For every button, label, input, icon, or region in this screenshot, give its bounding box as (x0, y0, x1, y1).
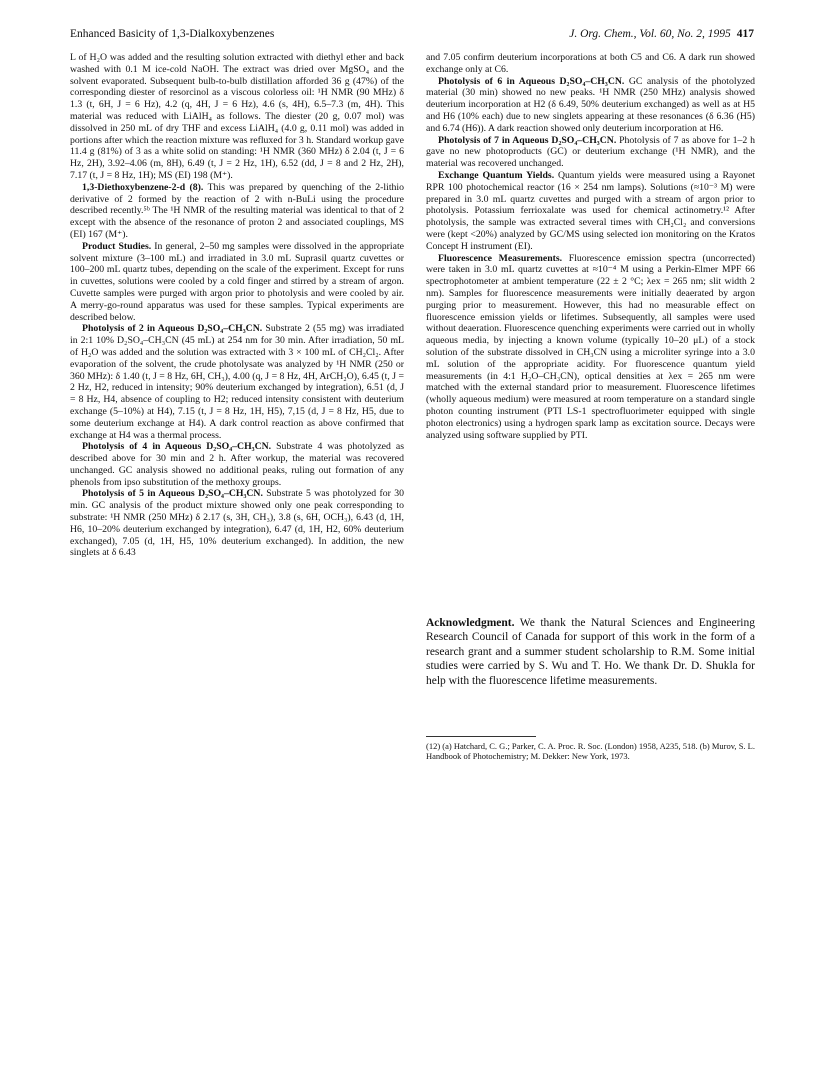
heading-photolysis-6: Photolysis of 6 in Aqueous D₂SO₄–CH₃CN. (438, 75, 625, 87)
heading-photolysis-2: Photolysis of 2 in Aqueous D₂SO₄–CH₃CN. (82, 323, 263, 335)
body-product-studies: In general, 2–50 mg samples were dissolved in the appropriate solvent mixture (3–100 mL) and irradiated in 3.0 mL Suprasil quartz cuvettes or 100–200 mL quartz tubes, depending on the scale of the experiment. Except for runs in cuvettes, solutions were cooled by a cold finger and stirred by a stream of argon. Cuvette samples were purged with argon prior to photolysis and were cooled by air. A merry-go-round apparatus was used for these samples. Typical experiments are described below. (70, 240, 404, 323)
left-column (70, 52, 404, 559)
right-column (426, 52, 755, 441)
paragraph-photolysis-7 (426, 135, 755, 170)
paragraph-fluorescence (426, 253, 755, 442)
body-photolysis-6: GC analysis of the photolyzed material (30 min) showed no new peaks. ¹H NMR (250 MHz) analysis showed deuterium incorporation at H2 (δ 6.49, 50% deuterium exchanged) as well as at H5 and H6 (10% each) due to new singlets appearing at these resonances (δ 6.36 (H5) and 6.74 (H6)). A dark reaction showed only deuterium incorporation at H6. (426, 75, 755, 134)
body-photolysis-4: Substrate 4 was photolyzed as described above for 30 min and 2 h. After workup, the material was recovered unchanged. GC analysis showed no additional peaks, ruling out formation of any phenols from ipso substitution of the methoxy groups. (70, 441, 404, 488)
heading-diethoxybenzene-2d: 1,3-Diethoxybenzene-2-d (8). (82, 181, 204, 193)
body-photolysis-7: Photolysis of 7 as above for 1–2 h gave no new photoproducts (GC) or deuterium exchange (¹H NMR), and the material was recovered unchanged. (426, 134, 755, 170)
paragraph-diester-reduction: L of H₂O was added and the resulting solution extracted with diethyl ether and back washed with 0.1 M ice-cold NaOH. The extract was dried over MgSO₄ and the solvent evaporated. Subsequent bulb-to-bulb distillation afforded 36 g (47%) of the corresponding diester of resorcinol as a viscous colorless oil: ¹H NMR (90 MHz) δ 1.3 (t, 6H, J = 6 Hz), 4.2 (q, 4H, J = 6 Hz), 4.6 (s, 4H), 6.5–7.3 (m, 4H). This material was reduced with LiAlH₄ as follows. The diester (20 g, 0.07 mol) was dissolved in 250 mL of dry THF and excess LiAlH₄ (4.0 g, 0.11 mol) was added in portions after which the reaction mixture was refluxed for 3 h. Standard workup gave 11.4 g (81%) of 3 as a white solid on standing: ¹H NMR (360 MHz) δ 2.04 (t, J = 6 Hz, 2H), 3.92–4.06 (m, 8H), 6.49 (t, J = 2 Hz, 1H), 6.52 (dd, J = 8 and 2 Hz, 2H), 7.17 (t, J = 8 Hz, 1H); MS (EI) 198 (M⁺). (70, 52, 404, 181)
heading-photolysis-4: Photolysis of 4 in Aqueous D₂SO₄–CH₃CN. (82, 441, 272, 453)
footnote-rule (426, 736, 536, 737)
paragraph-dark-run: and 7.05 confirm deuterium incorporations at both C5 and C6. A dark run showed exchange only at C6. (426, 52, 755, 75)
paragraph-photolysis-5 (70, 488, 404, 559)
paragraph-photolysis-2 (70, 323, 404, 441)
heading-product-studies: Product Studies. (82, 240, 152, 252)
footnote-12: (12) (a) Hatchard, C. G.; Parker, C. A. Proc. R. Soc. (London) 1958, A235, 518. (b) Murov, S. L. Handbook of Photochemistry; M. Dekker: New York, 1973. (426, 741, 755, 762)
footnote (426, 741, 755, 762)
acknowledgment-body: We thank the Natural Sciences and Engineering Research Council of Canada for support of this work in the form of a research grant and a summer student scholarship to R.M. Some initial studies were carried by S. Wu and T. Ho. We thank Dr. D. Shukla for help with the fluorescence lifetime measurements. (426, 617, 755, 687)
heading-fluorescence: Fluorescence Measurements. (438, 252, 563, 264)
body-photolysis-5: Substrate 5 was photolyzed for 30 min. GC analysis of the product mixture showed only one peak corresponding to substrate: ¹H NMR (250 MHz) δ 2.17 (s, 3H, CH₃), 3.8 (s, 6H, OCH₃), 6.43 (d, 1H, H6, 10–20% deuterium exchanged by integration), 6.47 (d, 1H, H2, 60% deuterium exchanged), 7.05 (d, 1H, H5, 10% deuterium exchanged). In addition, the new singlets at δ 6.43 (70, 488, 404, 559)
heading-quantum-yields: Exchange Quantum Yields. (438, 169, 555, 181)
body-quantum-yields: Quantum yields were measured using a Rayonet RPR 100 photochemical reactor (16 × 254 nm lamps). Solutions (≈10⁻³ M) were prepared in 3.0 mL quartz cuvettes and purged with a stream of argon prior to photolysis. Potassium ferrioxalate was used for chemical actinometry.¹² After photolysis, the sample was extracted several times with CH₂Cl₂ and conversions were (kept <20%) analyzed by GC/MS using selected ion monitoring on the Kratos Concept H instrument (EI). (426, 169, 755, 252)
journal-citation: J. Org. Chem., Vol. 60, No. 2, 1995 (569, 28, 731, 40)
acknowledgment-heading: Acknowledgment. (426, 617, 515, 629)
heading-photolysis-7: Photolysis of 7 in Aqueous D₂SO₄–CH₃CN. (438, 134, 617, 146)
paragraph-product-studies (70, 241, 404, 324)
paragraph-photolysis-4 (70, 441, 404, 488)
journal-citation-header (569, 28, 754, 40)
heading-photolysis-5: Photolysis of 5 in Aqueous D₂SO₄–CH₃CN. (82, 488, 263, 500)
body-diethoxybenzene-2d: This was prepared by quenching of the 2-lithio derivative of 2 formed by the reaction of 2 with n-BuLi using the procedure described recently.⁵ᵇ The ¹H NMR of the resulting material was identical to that of 2 except with the absence of the resonance of proton 2 and associated couplings, MS (EI) 167 (M⁺). (70, 181, 404, 240)
running-title: Enhanced Basicity of 1,3-Dialkoxybenzenes (70, 28, 275, 40)
body-photolysis-2: Substrate 2 (55 mg) was irradiated in 2:1 10% D₂SO₄–CH₃CN (45 mL) at 254 nm for 30 min. After irradiation, 50 mL of H₂O was added and the solution was extracted with 3 × 100 mL of CH₂Cl₂. After evaporation of the solvent, the crude photolysate was analyzed by ¹H NMR (250 or 360 MHz): δ 1.40 (t, J = 8 Hz, 6H, CH₃), 4.00 (q, J = 8 Hz, 4H, ArCH₂O), 6.45 (t, J = 2 Hz, H2, reduced in intensity; 90% deuterium exchanged by integration), 6.51 (d, J = 8 Hz, H4, absence of coupling to H2; reduced intensity consistent with deuterium exchange (5–10%) at H4), 7.15 (t, J = 8 Hz, 1H, H5), 7,15 (d, J = 8 Hz, H5, due to some deuterium exchange at H4). A dark control reaction as above confirmed that exchange at H4 was a thermal process. (70, 323, 404, 441)
body-fluorescence: Fluorescence emission spectra (uncorrected) were taken in 3.0 mL quartz cuvettes at ≈10⁻⁴ M using a Perkin-Elmer MPF 66 spectrophotometer at ambient temperature (22 ± 2 °C; λex = 265 nm; slit width 2 nm). Samples for fluorescence measurements were initially deaerated by argon purging prior to measurement. However, this had no measurable effect on fluorescence emission yields or lifetimes. Subsequently, all samples were used without deaeration. Fluorescence quenching experiments were carried out in wholly aqueous media, by injecting a known volume (typically 10–20 μL) of a stock solution of the substrate dissolved in CH₃CN using a microliter syringe into a 3.0 mL solution of the appropriate acidity. For fluorescence quantum yield measurements (in 4:1 H₂O–CH₃CN), optical densities at λex = 265 nm were matched with the external standard prior to measurement. Fluorescence lifetimes (wholly aqueous medium) were measured at room temperature on a standard single photon counting instrument (PTI LS-1 spectrofluorimeter equipped with single photon electronics) using a hydrogen spark lamp as excitation source. Decays were analyzed using software supplied by PTI. (426, 252, 755, 441)
paragraph-photolysis-6 (426, 76, 755, 135)
page-number: 417 (736, 28, 754, 40)
paragraph-quantum-yields (426, 170, 755, 253)
paragraph-diethoxybenzene-2d (70, 182, 404, 241)
acknowledgment-section (426, 616, 755, 688)
